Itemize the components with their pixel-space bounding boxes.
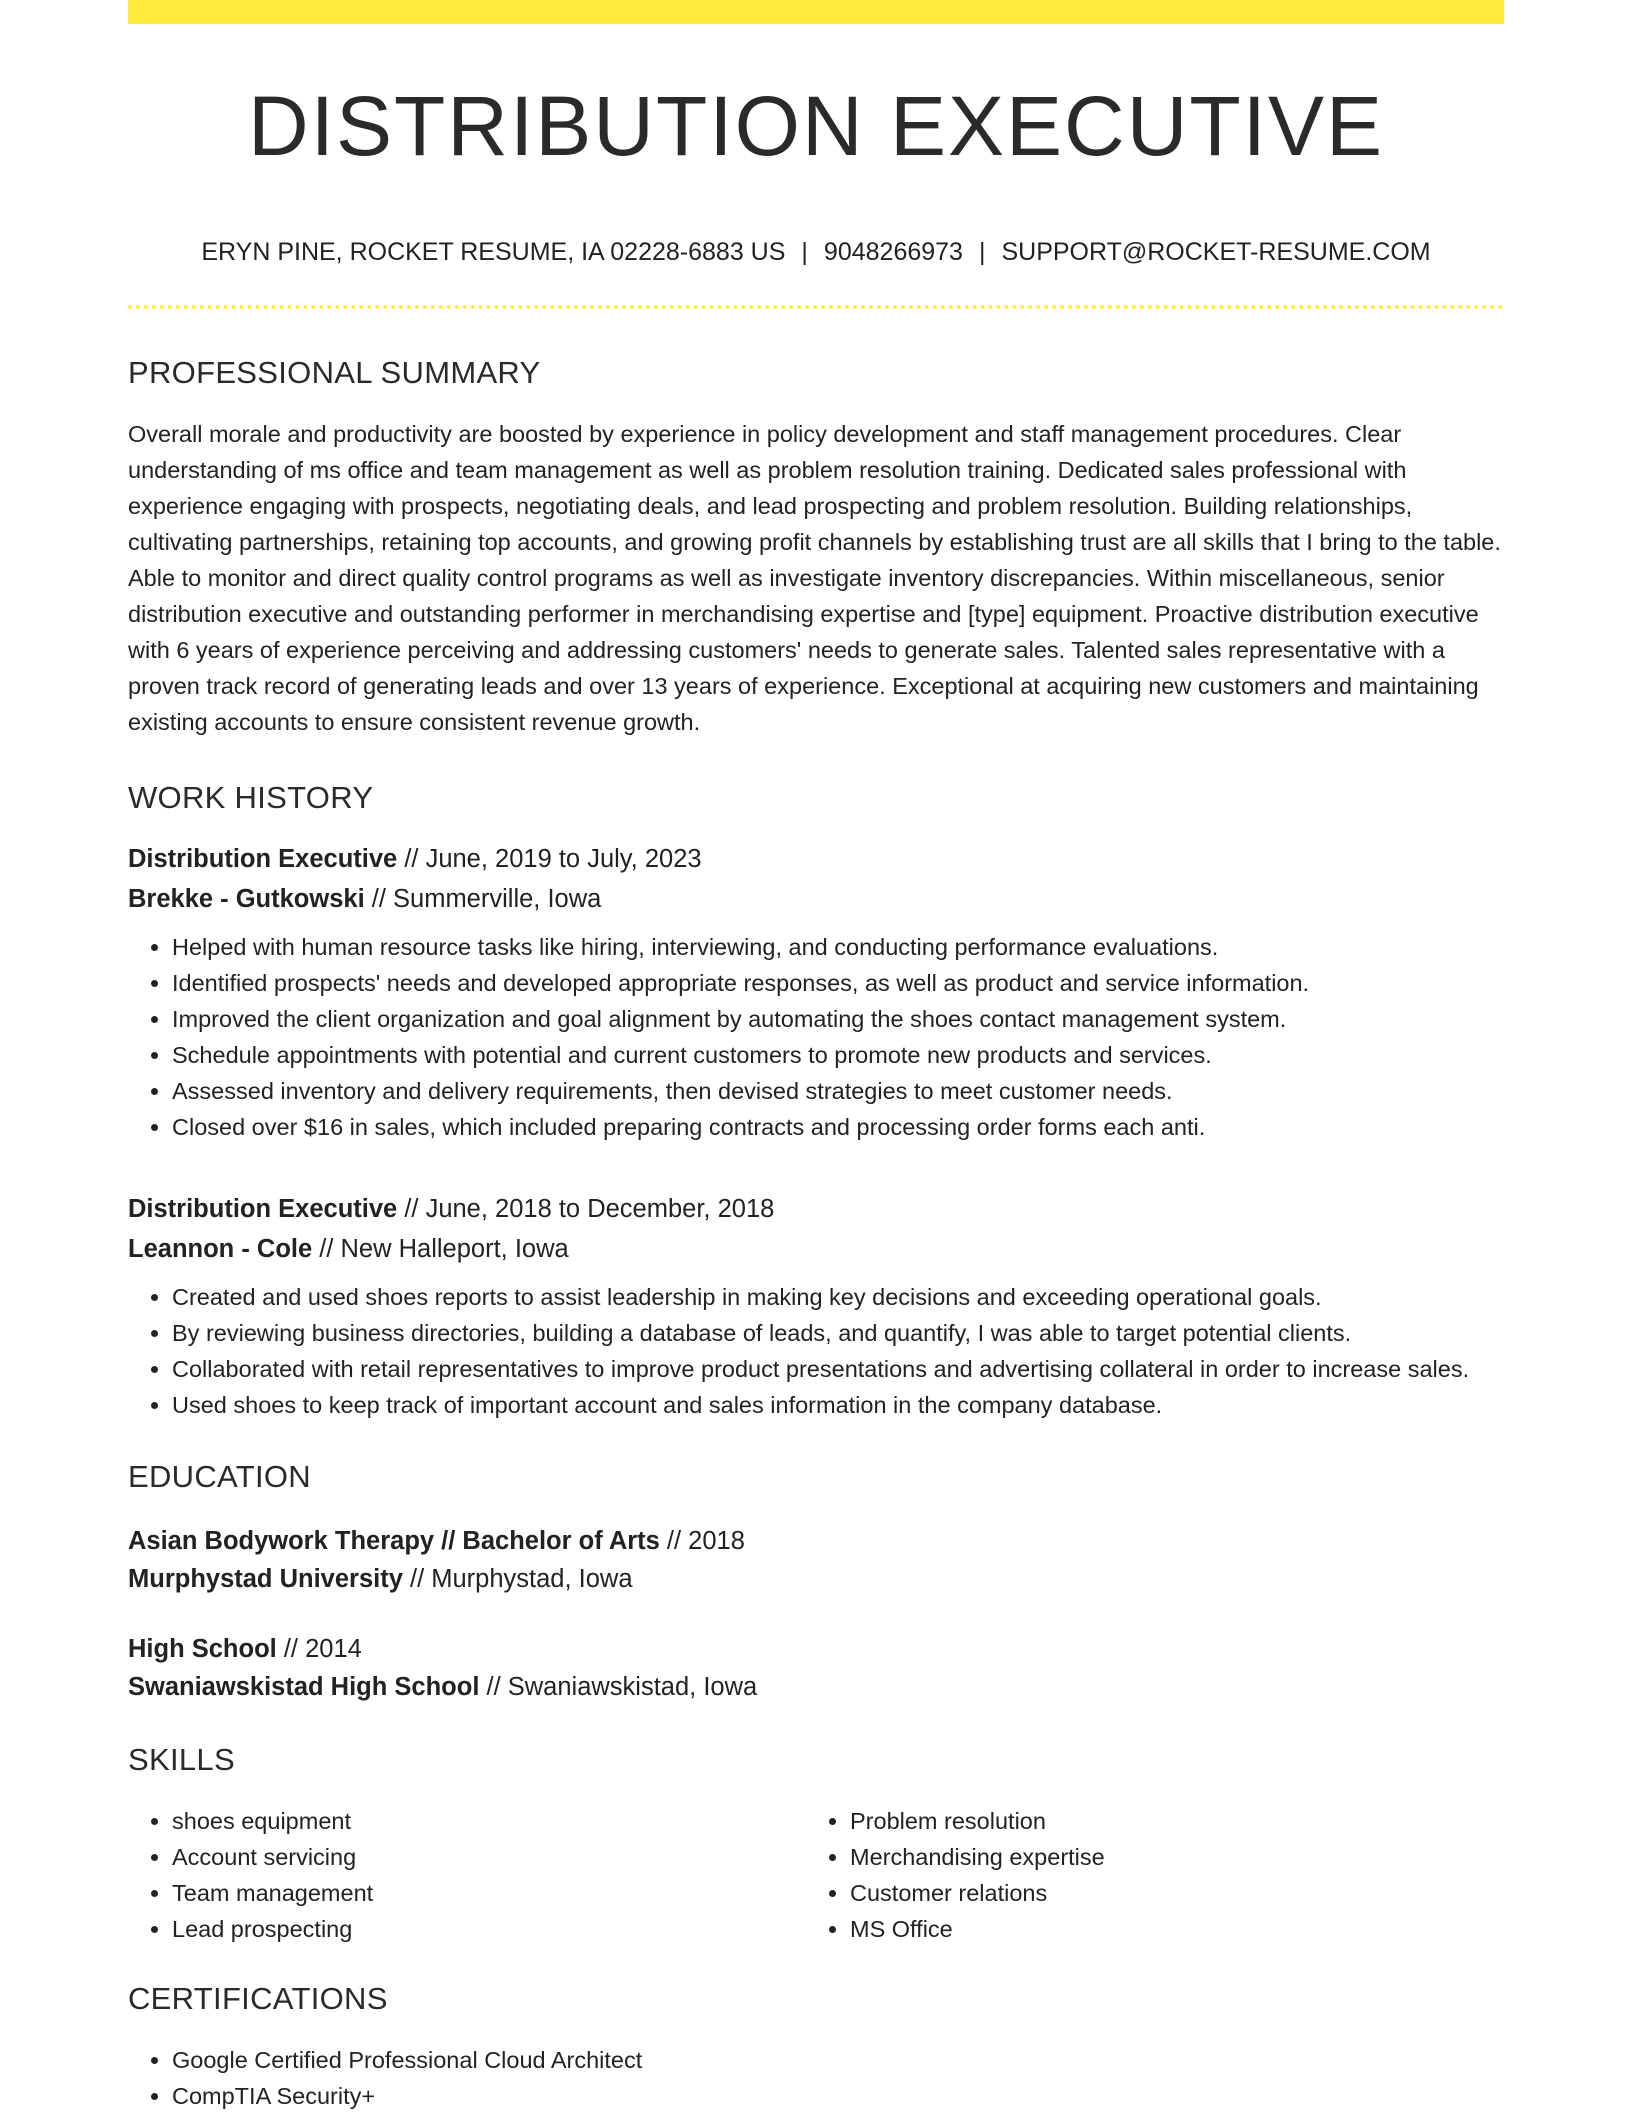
job-company-line — [128, 879, 1504, 919]
certifications-list — [128, 2042, 1504, 2114]
contact-phone: 9048266973 — [823, 238, 963, 266]
summary-text: Overall morale and productivity are boosted by experience in policy development and staff management procedures. Clear understanding of ms office and team management as well as problem resolution training. Dedicated sales professional with experience engaging with prospects, negotiating deals, and lead prospecting and problem resolution. Building relationships, cultivating partnerships, retaining top accounts, and growing profit channels by establishing trust are all skills that I bring to the table. Able to monitor and direct quality control programs as well as investigate inventory discrepancies. Within miscellaneous, senior distribution executive and outstanding performer in merchandising expertise and [type] equipment. Proactive distribution executive with 6 years of experience perceiving and addressing customers' needs to generate sales. Talented sales representative with a proven track record of generating leads and over 13 years of experience. Exceptional at acquiring new customers and maintaining existing accounts to ensure consistent revenue growth. — [128, 421, 1501, 735]
work-history-heading: WORK HISTORY — [128, 780, 374, 815]
job-company-line — [128, 1229, 1504, 1269]
skills-heading: SKILLS — [128, 1742, 235, 1777]
list-item: • Created and used shoes reports to assist leadership in making key decisions and exceeding operational goals. — [172, 1279, 1504, 1315]
job-title: Distribution Executive — [128, 1195, 398, 1223]
skill-item: • Merchandising expertise — [850, 1839, 1484, 1875]
contact-separator: | — [978, 238, 986, 266]
education-degree-line — [128, 1522, 1504, 1560]
job-company: Leannon - Cole — [128, 1235, 313, 1263]
dotted-divider — [128, 305, 1504, 309]
job-dates: // June, 2019 to July, 2023 — [397, 845, 702, 873]
contact-line — [128, 240, 1504, 265]
job-title-line — [128, 839, 1504, 879]
education-heading: EDUCATION — [128, 1459, 311, 1494]
contact-address: ERYN PINE, ROCKET RESUME, IA 02228-6883 US — [201, 238, 786, 266]
skill-item: • shoes equipment — [172, 1803, 806, 1839]
accent-top-bar — [128, 0, 1504, 24]
education-location: // Swaniawskistad, Iowa — [479, 1673, 758, 1701]
list-item: • Collaborated with retail representatives to improve product presentations and advertising collateral in order to increase sales. — [172, 1351, 1504, 1387]
skill-item: • Lead prospecting — [172, 1911, 806, 1947]
education-entry — [128, 1522, 1504, 1598]
skill-item: • Problem resolution — [850, 1803, 1484, 1839]
education-school: Swaniawskistad High School — [128, 1673, 480, 1701]
list-item: • Identified prospects' needs and developed appropriate responses, as well as product and service information. — [172, 965, 1504, 1001]
education-school-line — [128, 1560, 1504, 1598]
certification-item: • Google Certified Professional Cloud Architect — [172, 2042, 1504, 2078]
list-item: • Improved the client organization and goal alignment by automating the shoes contact management system. — [172, 1001, 1504, 1037]
job-entry — [128, 1189, 1504, 1423]
education-school-line — [128, 1668, 1504, 1706]
skill-item: • Customer relations — [850, 1875, 1484, 1911]
education-degree-line — [128, 1630, 1504, 1668]
education-degree: High School — [128, 1635, 277, 1663]
list-item: • By reviewing business directories, building a database of leads, and quantify, I was able to target potential clients. — [172, 1315, 1504, 1351]
list-item: • Helped with human resource tasks like hiring, interviewing, and conducting performance evaluations. — [172, 929, 1504, 965]
education-school: Murphystad University — [128, 1565, 403, 1593]
skills-column-left — [128, 1803, 806, 1947]
job-location: // Summerville, Iowa — [364, 885, 602, 913]
skills-list — [806, 1803, 1484, 1947]
skills-list — [128, 1803, 806, 1947]
contact-separator: | — [801, 238, 808, 266]
job-title: Distribution Executive — [128, 845, 398, 873]
education-year: // 2014 — [276, 1635, 362, 1663]
education-degree: Asian Bodywork Therapy // Bachelor of Arts — [128, 1527, 660, 1555]
education-year: // 2018 — [659, 1527, 745, 1555]
page-title: DISTRIBUTION EXECUTIVE — [247, 79, 1385, 173]
job-entry — [128, 839, 1504, 1145]
education-location: // Murphystad, Iowa — [402, 1565, 633, 1593]
list-item: • Closed over $16 in sales, which included preparing contracts and processing order forms each anti. — [172, 1109, 1504, 1145]
skill-item: • MS Office — [850, 1911, 1484, 1947]
education-entry — [128, 1630, 1504, 1706]
summary-heading: PROFESSIONAL SUMMARY — [128, 355, 541, 390]
skills-column-right — [806, 1803, 1484, 1947]
certification-item: • CompTIA Security+ — [172, 2078, 1504, 2114]
skills-columns — [128, 1803, 1504, 1947]
job-location: // New Halleport, Iowa — [312, 1235, 569, 1263]
contact-email: SUPPORT@ROCKET-RESUME.COM — [1001, 238, 1431, 266]
list-item: • Assessed inventory and delivery requirements, then devised strategies to meet customer needs. — [172, 1073, 1504, 1109]
skill-item: • Team management — [172, 1875, 806, 1911]
job-dates: // June, 2018 to December, 2018 — [397, 1195, 775, 1223]
resume-page — [128, 0, 1504, 2114]
list-item: • Schedule appointments with potential and current customers to promote new products and services. — [172, 1037, 1504, 1073]
job-bullets — [128, 929, 1504, 1145]
job-title-line — [128, 1189, 1504, 1229]
skill-item: • Account servicing — [172, 1839, 806, 1875]
list-item: • Used shoes to keep track of important account and sales information in the company database. — [172, 1387, 1504, 1423]
job-bullets — [128, 1279, 1504, 1423]
job-company: Brekke - Gutkowski — [128, 885, 365, 913]
certifications-heading: CERTIFICATIONS — [128, 1981, 388, 2016]
